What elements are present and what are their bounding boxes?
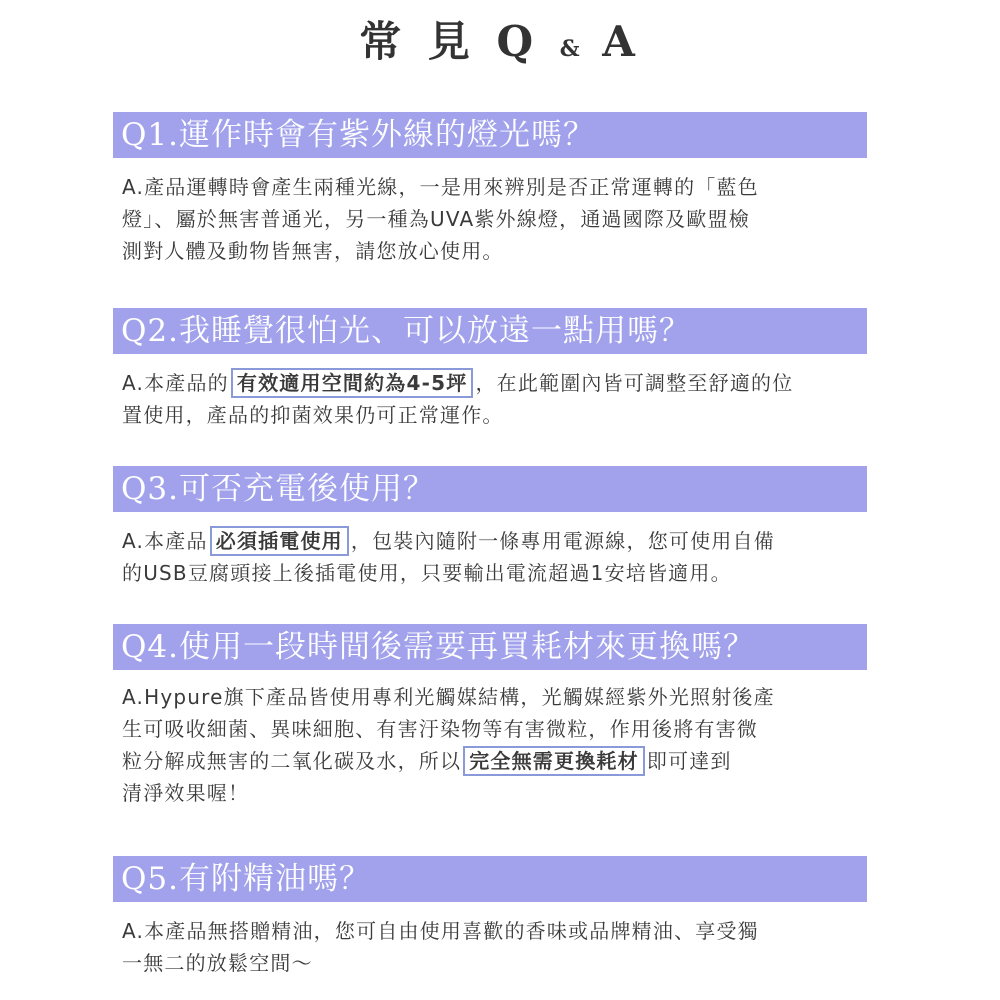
answer-4-line-2: 生可吸收細菌、異味細胞、有害汙染物等有害微粒，作用後將有害微 bbox=[122, 717, 758, 741]
page-title bbox=[0, 14, 1000, 77]
answer-2-highlight: 有效適用空間約為4-5坪 bbox=[231, 368, 474, 398]
answer-3-line-2: 的USB豆腐頭接上後插電使用，只要輸出電流超過1安培皆適用。 bbox=[122, 561, 732, 585]
answer-1-line-1: A.產品運轉時會產生兩種光線，一是用來辨別是否正常運轉的「藍色 bbox=[122, 175, 759, 199]
answer-3 bbox=[122, 525, 892, 589]
answer-1 bbox=[122, 171, 892, 267]
answer-4-post: 即可達到 bbox=[646, 749, 732, 773]
answer-1-line-2: 燈」、屬於無害普通光，另一種為UVA紫外線燈，通過國際及歐盟檢 bbox=[122, 207, 750, 231]
answer-3-post: ，包裝內隨附一條專用電源線，您可使用自備 bbox=[350, 529, 775, 553]
answer-2-pre: A.本產品的 bbox=[122, 371, 229, 395]
answer-4-pre: 粒分解成無害的二氧化碳及水，所以 bbox=[122, 749, 462, 773]
title-main: 常 見 Q bbox=[359, 17, 540, 66]
answer-5-line-2: 一無二的放鬆空間～ bbox=[122, 951, 313, 975]
question-3-bar: Q3.可否充電後使用？ bbox=[113, 466, 867, 512]
answer-2 bbox=[122, 367, 892, 431]
answer-3-pre: A.本產品 bbox=[122, 529, 208, 553]
answer-3-highlight: 必須插電使用 bbox=[210, 526, 349, 556]
answer-4-line-3 bbox=[122, 745, 892, 777]
answer-4-line-1: A.Hypure旗下產品皆使用專利光觸媒結構，光觸媒經紫外光照射後產 bbox=[122, 685, 775, 709]
answer-5 bbox=[122, 915, 892, 979]
title-ampersand: & bbox=[559, 36, 582, 62]
answer-1-line-3: 測對人體及動物皆無害，請您放心使用。 bbox=[122, 239, 504, 263]
answer-4-line-4: 清淨效果喔！ bbox=[122, 781, 250, 805]
question-1-bar: Q1.運作時會有紫外線的燈光嗎？ bbox=[113, 112, 867, 158]
answer-5-line-1: A.本產品無搭贈精油，您可自由使用喜歡的香味或品牌精油、享受獨 bbox=[122, 919, 759, 943]
question-5-bar: Q5.有附精油嗎？ bbox=[113, 856, 867, 902]
title-end: A bbox=[602, 17, 641, 66]
answer-4-highlight: 完全無需更換耗材 bbox=[463, 746, 645, 776]
answer-2-line-1 bbox=[122, 367, 892, 399]
question-4-bar: Q4.使用一段時間後需要再買耗材來更換嗎？ bbox=[113, 624, 867, 670]
answer-2-line-2: 置使用，產品的抑菌效果仍可正常運作。 bbox=[122, 403, 504, 427]
answer-3-line-1 bbox=[122, 525, 892, 557]
answer-2-post: ，在此範圍內皆可調整至舒適的位 bbox=[475, 371, 794, 395]
answer-4 bbox=[122, 681, 892, 809]
question-2-bar: Q2.我睡覺很怕光、可以放遠一點用嗎？ bbox=[113, 308, 867, 354]
